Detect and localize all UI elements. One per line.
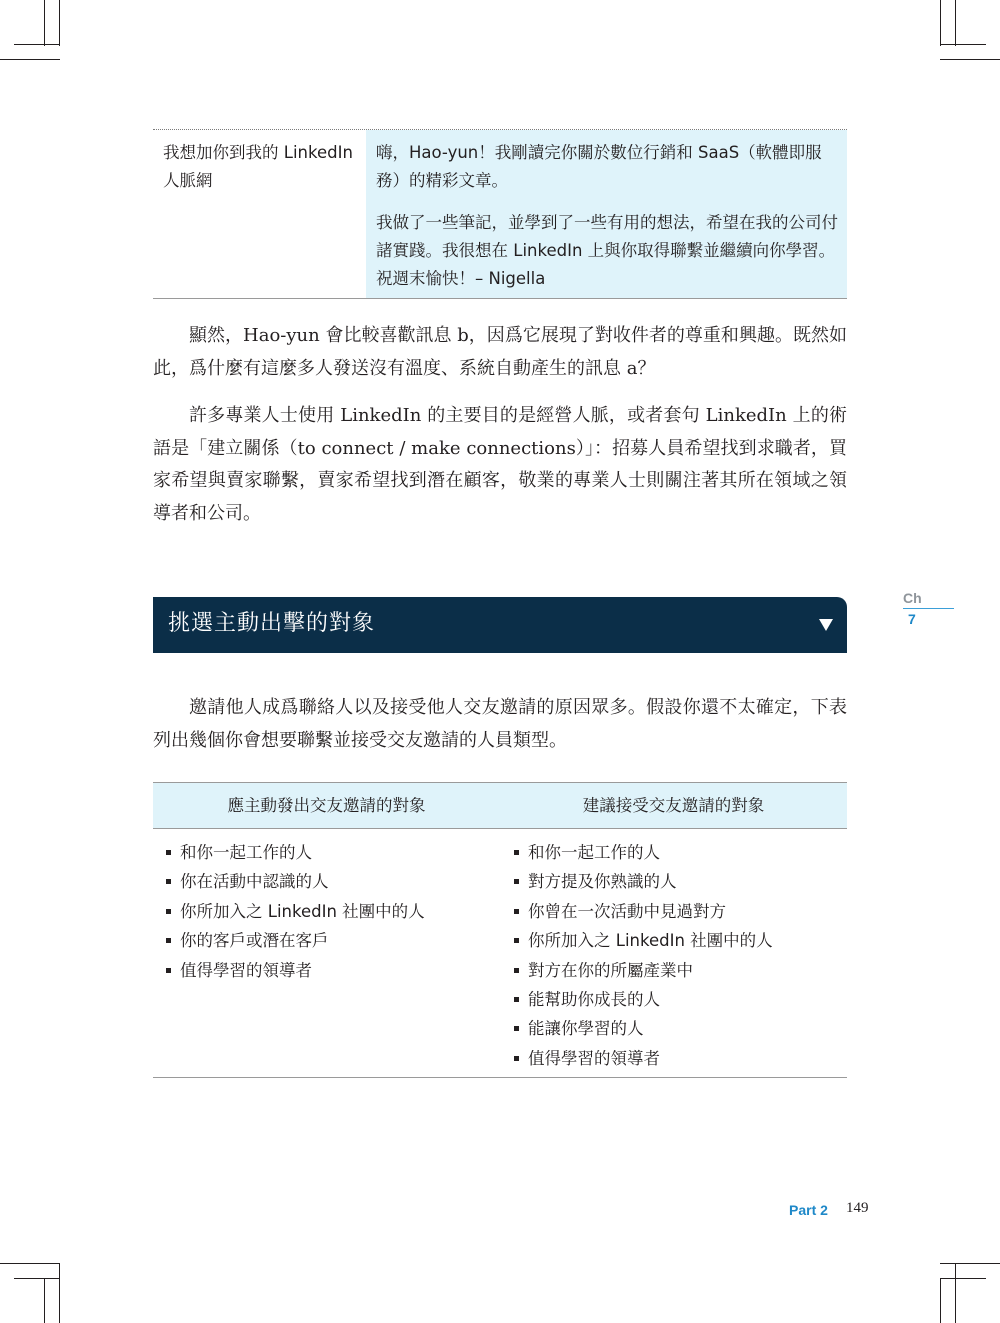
- table-header-left: 應主動發出交友邀請的對象: [227, 796, 426, 815]
- section-header: [153, 597, 847, 653]
- section-title: 挑選主動出擊的對象: [168, 611, 376, 636]
- list-item: 值得學習的領導者: [166, 956, 425, 985]
- message-b-cell: [366, 130, 847, 298]
- message-b-paragraph-2: 我做了一些筆記，並學到了一些有用的想法，希望在我的公司付諸實踐。我很想在 LinkedIn 上與你取得聯繫並繼續向你學習。祝週末愉快！– Nigella: [376, 213, 838, 288]
- list-item: 對方提及你熟識的人: [514, 867, 773, 896]
- table-header-right: 建議接受交友邀請的對象: [582, 796, 765, 815]
- list-item: 你在活動中認識的人: [166, 867, 425, 896]
- body-paragraph-2: 許多專業人士使用 LinkedIn 的主要目的是經營人脈，或者套句 LinkedIn 上的術語是「建立關係（to connect / make connections）」：招募人員希望找到求職者，買家希望與賣家聯繫，賣家希望找到潛在顧客，敬業的專業人士則關注著其所在領域之領導者和公司。: [153, 405, 847, 524]
- list-item: 你所加入之 LinkedIn 社團中的人: [514, 926, 773, 955]
- list-item: 你的客戶或潛在客戶: [166, 926, 425, 955]
- footer-part-label: Part 2: [789, 1202, 828, 1218]
- intro-paragraph: 邀請他人成爲聯絡人以及接受他人交友邀請的原因眾多。假設你還不太確定，下表列出幾個你會想要聯繫並接受交友邀請的人員類型。: [153, 697, 847, 751]
- chapter-label: Ch: [903, 590, 922, 606]
- chapter-number: 7: [908, 611, 916, 627]
- triangle-down-icon: [819, 619, 833, 631]
- list-item: 你所加入之 LinkedIn 社團中的人: [166, 897, 425, 926]
- list-item: 和你一起工作的人: [514, 838, 773, 867]
- body-paragraph-1: 顯然，Hao-yun 會比較喜歡訊息 b，因爲它展現了對收件者的尊重和興趣。既然如此，爲什麼有這麼多人發送沒有溫度、系統自動產生的訊息 a？: [153, 325, 847, 379]
- page-number: 149: [846, 1200, 869, 1216]
- list-item: 值得學習的領導者: [514, 1044, 773, 1073]
- chapter-divider: [903, 608, 954, 609]
- message-b-paragraph-1: 嗨，Hao-yun！我剛讀完你關於數位行銷和 SaaS（軟體即服務）的精彩文章。: [376, 143, 822, 190]
- right-list: [514, 838, 773, 1073]
- list-item: 對方在你的所屬產業中: [514, 956, 773, 985]
- left-list: [166, 838, 425, 985]
- list-item: 你曾在一次活動中見過對方: [514, 897, 773, 926]
- table-bottom-rule: [153, 1077, 847, 1078]
- table-header: [153, 782, 847, 829]
- message-a-text: 我想加你到我的 LinkedIn 人脈網: [163, 143, 353, 190]
- message-a-cell: [153, 130, 366, 298]
- list-item: 能幫助你成長的人: [514, 985, 773, 1014]
- list-item: 和你一起工作的人: [166, 838, 425, 867]
- list-item: 能讓你學習的人: [514, 1014, 773, 1043]
- table-bottom-rule: [153, 298, 847, 299]
